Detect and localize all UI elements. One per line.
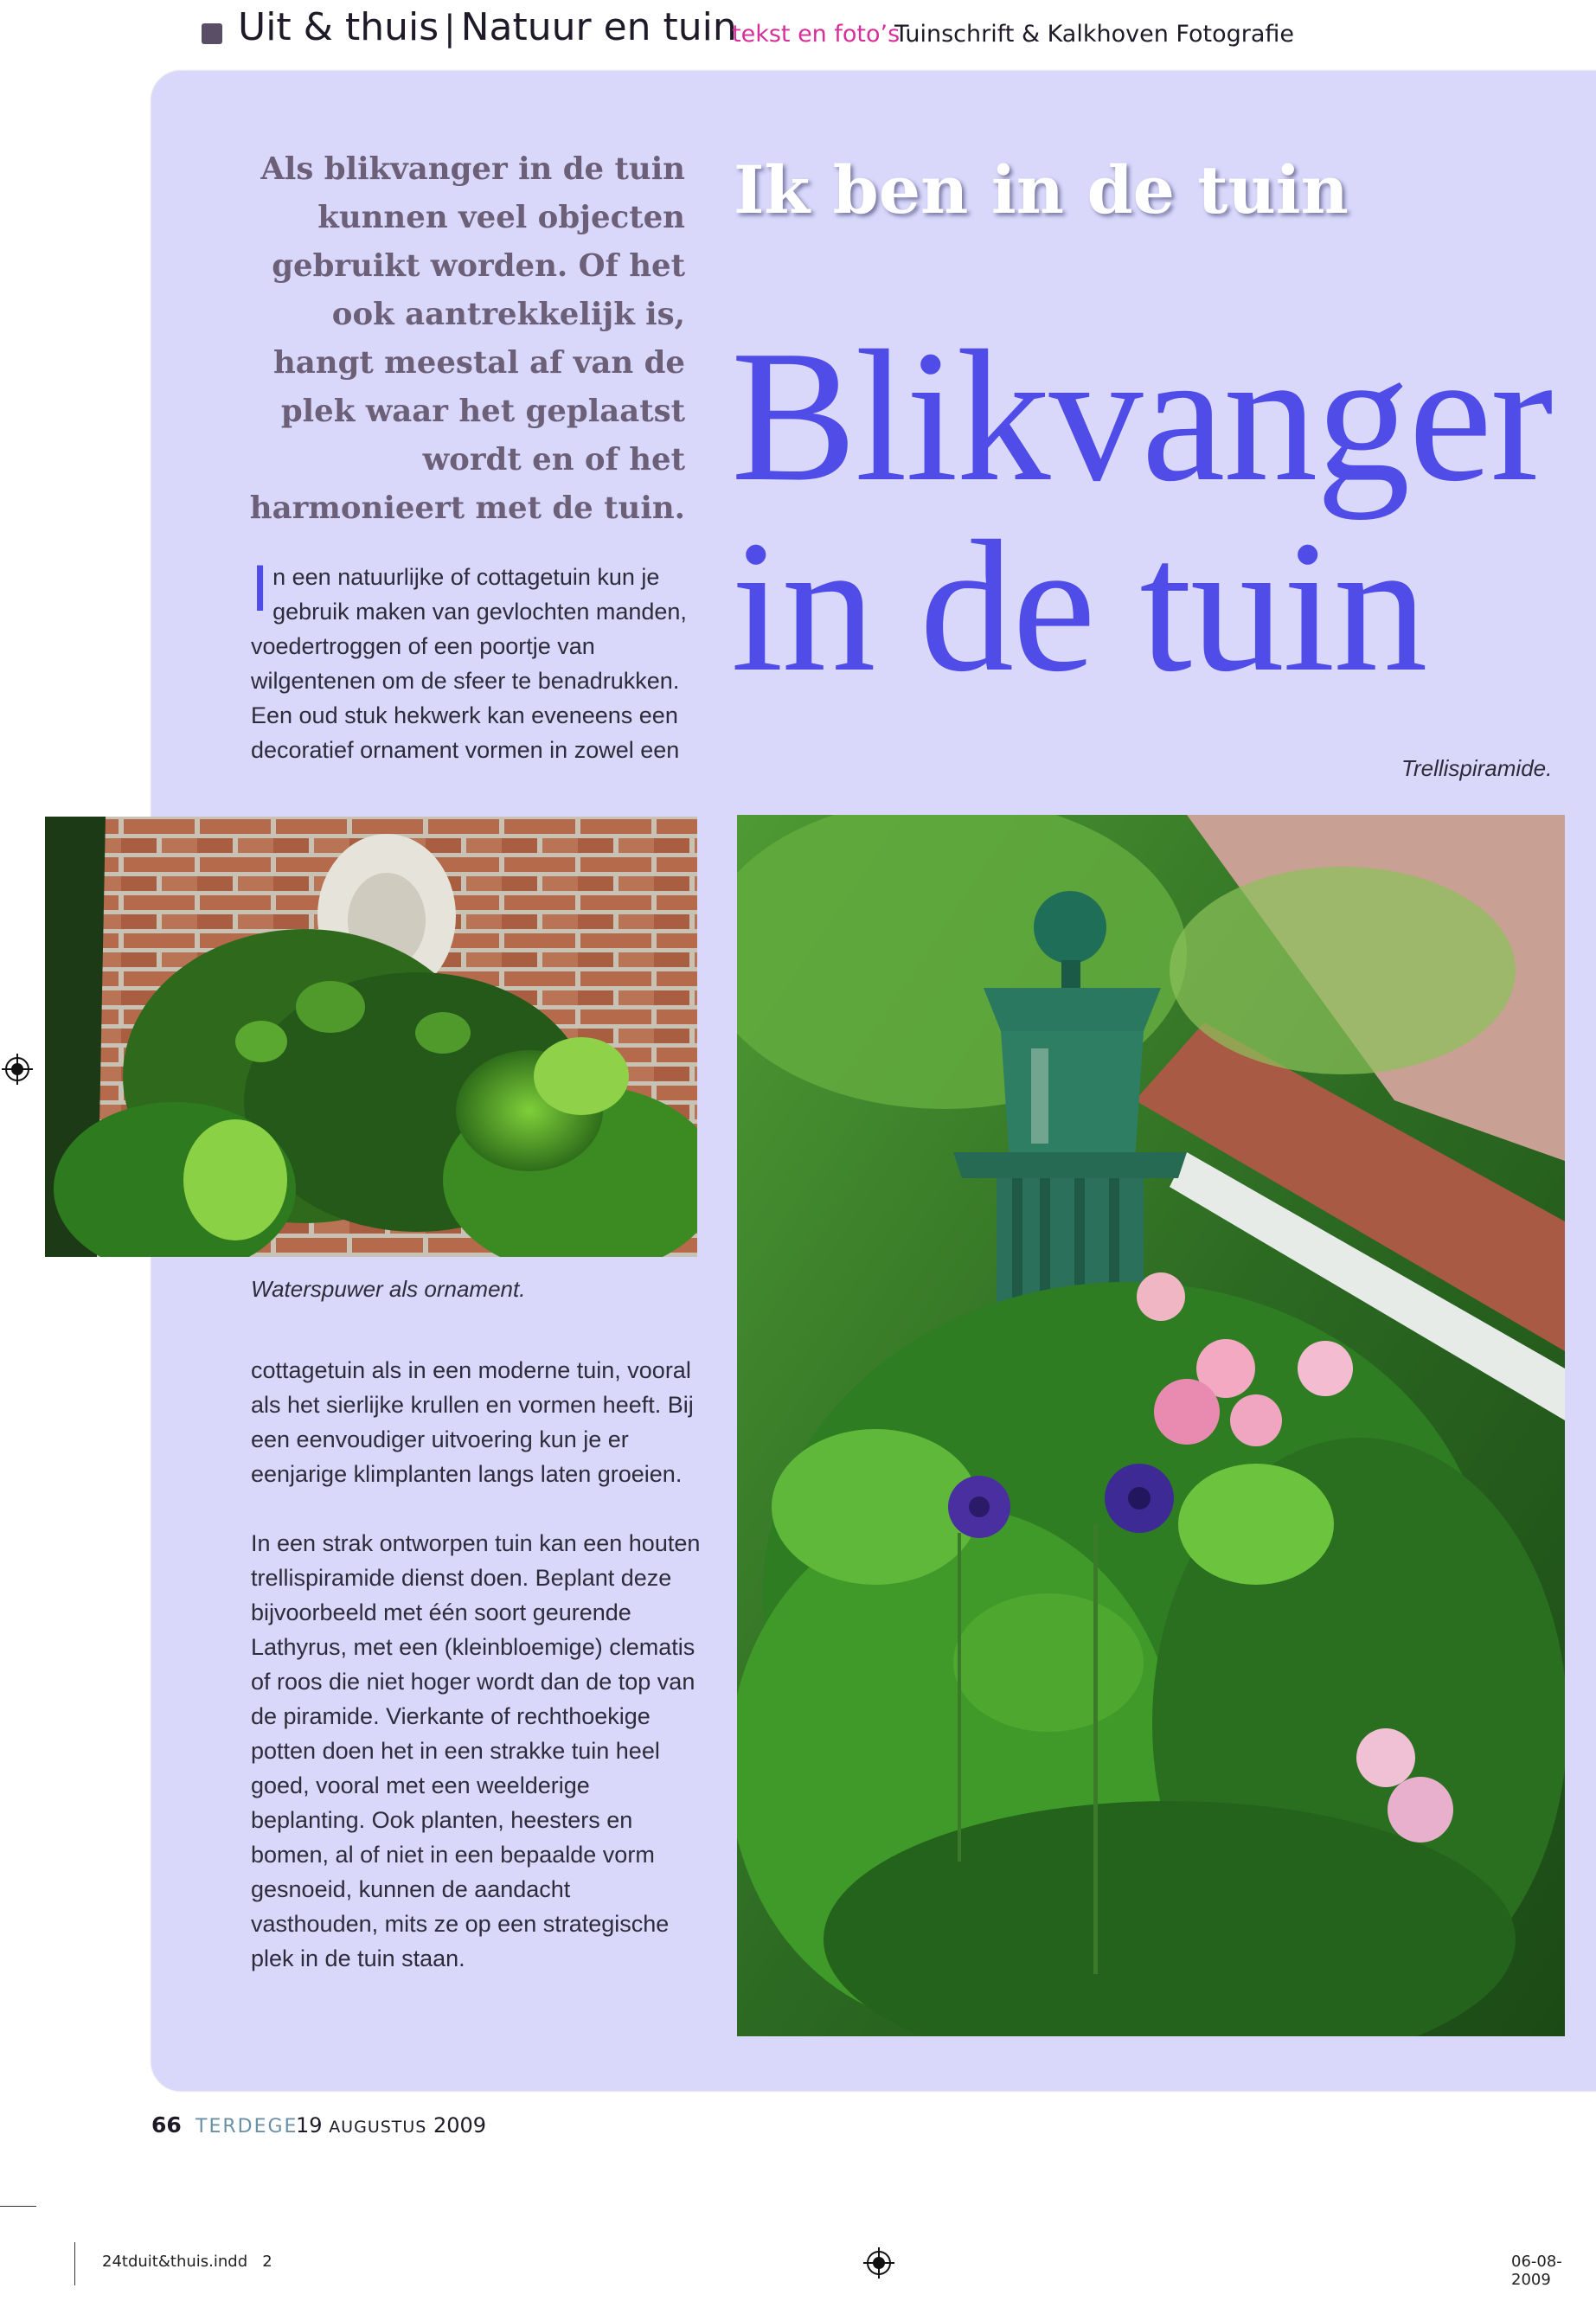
- headline-line-1: Blikvanger: [731, 312, 1552, 521]
- photo-water-spout: [45, 817, 697, 1257]
- kicker-title: Ik ben in de tuin: [734, 151, 1349, 228]
- slug-date: 06-08-2009: [1511, 2253, 1562, 2289]
- lead-paragraph: Als blikvanger in de tuin kunnen veel objecten gebruikt worden. Of het ook aantrekkelijk is, hangt meestal af van de plek waar het geplaatst wordt en of het harmonieert met de tuin.: [249, 151, 685, 526]
- registration-mark-bottom-icon: [863, 2247, 894, 2279]
- slug-filename: 24tduit&thuis.indd 2: [102, 2253, 272, 2271]
- credit-label: tekst en foto’s: [732, 21, 901, 48]
- paragraph-2: cottagetuin als in een moderne tuin, vooral als het sierlijke krullen en vormen heeft. Bij een eenvoudiger uitvoering kun je er eenjarige klimplanten langs laten groeien.: [251, 1357, 694, 1487]
- magazine-name: TERDEGE: [195, 2116, 298, 2138]
- headline-line-2: in de tuin: [731, 503, 1426, 711]
- right-photo-caption: Trellispiramide.: [1401, 755, 1553, 781]
- section-marker-square: [202, 23, 222, 44]
- drop-cap: I: [251, 552, 270, 625]
- photo-trellis-pyramid: [737, 815, 1565, 2036]
- crop-mark-vertical: [74, 2242, 75, 2285]
- body-column-bottom: [251, 1353, 701, 1976]
- subsection-name: Natuur en tuin: [460, 5, 737, 49]
- section-separator: |: [444, 9, 456, 48]
- body-column-top: [251, 552, 701, 767]
- page-number: 66: [151, 2112, 182, 2138]
- paragraph-3: In een strak ontworpen tuin kan een houten trellispiramide dienst doen. Beplant deze bijvoorbeeld met één soort geurende Lathyrus, met een (kleinbloemige) clematis of roos die niet hoger wordt dan de top van de piramide. Vierkante of rechthoekige potten doen het in een strakke tuin heel goed, vooral met een weelderige beplanting. Ook planten, heesters en bomen, al of niet in een bepaalde vorm gesnoeid, kunnen de aandacht vasthouden, mits ze op een strategische plek in de tuin staan.: [251, 1530, 701, 1971]
- paragraph-1: [251, 552, 701, 767]
- issue-date-day: 19: [296, 2113, 323, 2138]
- paragraph-1-text: n een natuurlijke of cottagetuin kun je gebruik maken van gevlochten manden, voedertroggen of een poortje van wilgentenen om de sfeer te benadrukken. Een oud stuk hekwerk kan eveneens een decoratief ornament vormen in zowel een: [251, 564, 687, 763]
- section-name: Uit & thuis: [238, 5, 439, 49]
- issue-date: [296, 2113, 486, 2138]
- section-title: [238, 5, 737, 49]
- issue-date-month: AUGUSTUS: [329, 2118, 427, 2137]
- headline: [731, 312, 1552, 711]
- left-photo-caption: Waterspuwer als ornament.: [251, 1276, 526, 1302]
- issue-date-year: 2009: [433, 2113, 487, 2138]
- crop-mark-horizontal: [0, 2206, 36, 2207]
- credit-names: Tuinschrift & Kalkhoven Fotografie: [894, 21, 1295, 48]
- registration-mark-icon: [2, 1054, 33, 1085]
